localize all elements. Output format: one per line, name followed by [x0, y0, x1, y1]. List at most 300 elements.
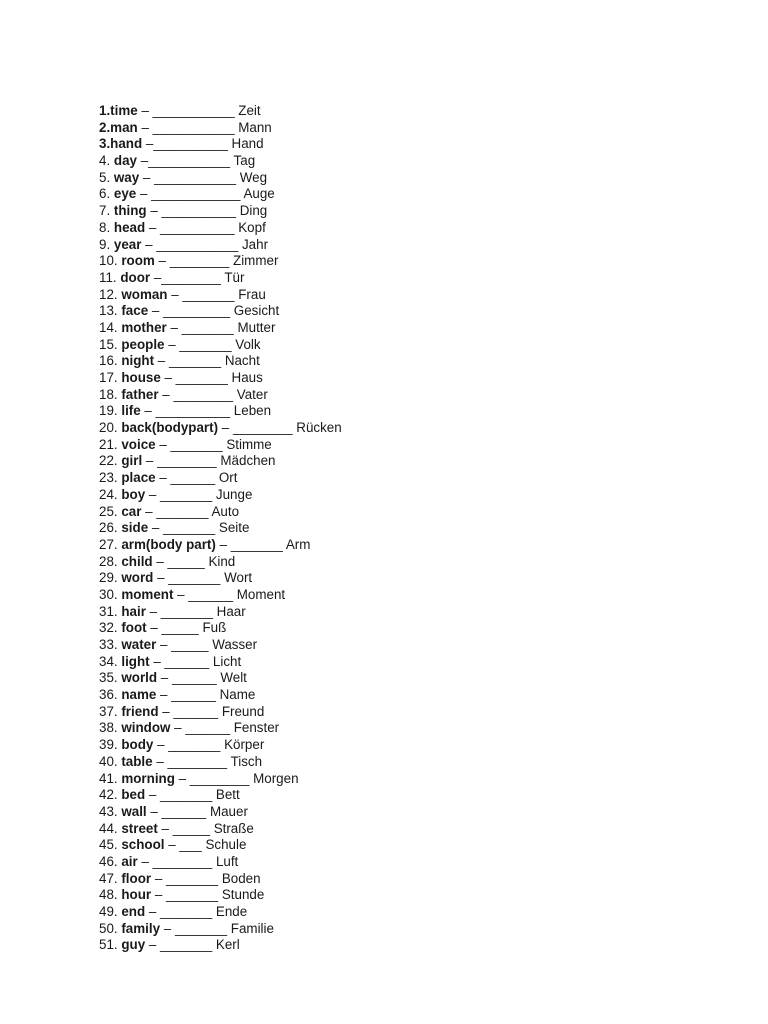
answer-blank: _______	[160, 486, 216, 502]
dash-separator: –	[164, 837, 180, 853]
list-item	[99, 337, 342, 354]
german-word: Freund	[221, 703, 265, 719]
dash-separator: –	[137, 103, 149, 118]
german-word: Kerl	[215, 937, 240, 953]
answer-blank: ________	[161, 269, 225, 285]
dash-separator: –	[158, 386, 174, 402]
english-word: foot	[121, 620, 147, 636]
answer-blank: ________	[189, 770, 254, 786]
list-item	[99, 604, 342, 621]
answer-blank: ________	[157, 453, 221, 469]
german-word: Licht	[212, 653, 242, 669]
list-item	[99, 654, 342, 671]
item-number: 1.	[99, 103, 111, 118]
answer-blank: _______	[165, 887, 222, 903]
dash-separator: –	[157, 820, 173, 836]
answer-blank: ___________	[156, 236, 242, 252]
item-number: 30.	[99, 586, 122, 602]
german-word: Mädchen	[220, 453, 276, 469]
dash-separator: –	[151, 870, 166, 886]
answer-blank: _______	[165, 870, 222, 886]
item-number: 49.	[99, 904, 122, 919]
german-word: Luft	[215, 853, 239, 869]
english-word: time	[110, 103, 138, 118]
list-item	[99, 804, 342, 821]
item-number: 13.	[99, 303, 122, 319]
item-number: 31.	[99, 603, 122, 619]
english-word: school	[121, 837, 165, 853]
list-item	[99, 320, 342, 337]
german-word: Stimme	[226, 436, 272, 452]
answer-blank: _____	[172, 820, 214, 836]
german-word: Volk	[235, 336, 261, 352]
list-item	[99, 670, 342, 687]
item-number: 36.	[99, 687, 122, 703]
item-number: 32.	[99, 620, 122, 636]
english-word: man	[110, 119, 138, 135]
item-number: 42.	[99, 787, 122, 803]
item-number: 17.	[99, 370, 122, 385]
list-item	[99, 637, 342, 654]
item-number: 7.	[99, 203, 114, 219]
list-item	[99, 186, 342, 203]
german-word: Frau	[238, 286, 266, 302]
answer-blank: ______	[171, 670, 221, 686]
list-item	[99, 237, 342, 254]
dash-separator: –	[137, 853, 153, 869]
item-number: 16.	[99, 353, 122, 369]
answer-blank: _________	[163, 303, 234, 319]
answer-blank: _______	[168, 737, 225, 753]
answer-blank: ________	[169, 253, 234, 269]
item-number: 47.	[99, 870, 122, 886]
list-item	[99, 136, 342, 153]
german-word: Mauer	[209, 803, 248, 819]
german-word: Zimmer	[233, 253, 279, 269]
answer-blank: ______	[171, 687, 220, 703]
item-number: 45.	[99, 837, 122, 853]
german-word: Bett	[215, 787, 240, 803]
dash-separator: –	[173, 586, 189, 602]
german-word: Auge	[243, 186, 275, 202]
german-word: Kind	[208, 553, 236, 569]
german-word: Morgen	[253, 770, 299, 786]
german-word: Weg	[239, 169, 268, 185]
list-item	[99, 921, 342, 938]
item-number: 2.	[99, 119, 111, 135]
answer-blank: _______	[160, 904, 216, 919]
list-item	[99, 854, 342, 871]
english-word: water	[121, 637, 157, 652]
english-word: house	[121, 370, 161, 385]
english-word: bed	[121, 787, 146, 803]
english-word: hair	[121, 603, 146, 619]
answer-blank: ______	[173, 703, 222, 719]
german-word: Welt	[220, 670, 247, 686]
german-word: Haus	[231, 370, 263, 385]
german-word: Kopf	[238, 219, 266, 235]
english-word: end	[121, 904, 146, 919]
english-word: window	[121, 720, 171, 736]
item-number: 9.	[99, 236, 114, 252]
answer-blank: __________	[153, 136, 232, 152]
item-number: 51.	[99, 937, 122, 953]
list-item	[99, 303, 342, 320]
list-item	[99, 153, 342, 170]
english-word: life	[121, 403, 141, 419]
english-word: place	[121, 470, 156, 486]
dash-separator: –	[145, 219, 161, 235]
answer-blank: _______	[160, 937, 216, 953]
german-word: Gesicht	[233, 303, 280, 319]
english-word: arm(body part)	[121, 536, 216, 552]
item-number: 4.	[99, 153, 114, 169]
item-number: 25.	[99, 503, 122, 519]
english-word: room	[121, 253, 155, 269]
dash-separator: –	[156, 687, 172, 703]
list-item	[99, 720, 342, 737]
dash-separator: –	[153, 737, 169, 753]
list-item	[99, 754, 342, 771]
dash-separator: –	[164, 336, 180, 352]
answer-blank: ____________	[151, 186, 244, 202]
german-word: Tisch	[230, 753, 263, 769]
dash-separator: –	[160, 370, 176, 385]
item-number: 50.	[99, 920, 122, 936]
answer-blank: ______	[170, 470, 219, 486]
dash-separator: –	[154, 253, 170, 269]
answer-blank: __________	[155, 403, 234, 419]
item-number: 38.	[99, 720, 122, 736]
dash-separator: –	[146, 803, 162, 819]
german-word: Fuß	[202, 620, 227, 636]
dash-separator: –	[170, 720, 186, 736]
list-item	[99, 837, 342, 854]
dash-separator: –	[137, 119, 153, 135]
item-number: 5.	[99, 169, 114, 185]
dash-separator: –	[174, 770, 190, 786]
item-number: 20.	[99, 420, 122, 436]
answer-blank: _____	[161, 620, 203, 636]
list-item	[99, 787, 342, 804]
vocabulary-list	[99, 103, 342, 954]
list-item	[99, 487, 342, 504]
english-word: light	[121, 653, 150, 669]
dash-separator: –	[141, 503, 157, 519]
answer-blank: _______	[174, 920, 231, 936]
answer-blank: ________	[152, 853, 216, 869]
dash-separator: –	[149, 653, 165, 669]
answer-blank: ___________	[154, 169, 240, 185]
german-word: Junge	[215, 486, 253, 502]
list-item	[99, 470, 342, 487]
list-item	[99, 287, 342, 304]
answer-blank: ___________	[148, 153, 234, 169]
english-word: mother	[121, 319, 167, 335]
answer-blank: _______	[181, 319, 238, 335]
item-number: 33.	[99, 637, 122, 652]
english-word: moment	[121, 586, 174, 602]
german-word: Seite	[218, 520, 250, 536]
english-word: friend	[121, 703, 159, 719]
list-item	[99, 904, 342, 921]
dash-separator: –	[166, 319, 182, 335]
answer-blank: _______	[168, 353, 225, 369]
dash-separator: –	[154, 353, 169, 369]
list-item	[99, 403, 342, 420]
item-number: 44.	[99, 820, 122, 836]
dash-separator: –	[146, 203, 162, 219]
answer-blank: _______	[182, 286, 239, 302]
german-word: Moment	[236, 586, 286, 602]
list-item	[99, 520, 342, 537]
german-word: Wort	[224, 570, 253, 586]
dash-separator: –	[153, 570, 169, 586]
german-word: Name	[219, 687, 256, 703]
answer-blank: _______	[168, 570, 225, 586]
english-word: year	[113, 236, 142, 252]
dash-separator: –	[142, 136, 154, 152]
list-item	[99, 353, 342, 370]
list-item	[99, 220, 342, 237]
item-number: 6.	[99, 186, 114, 202]
list-item	[99, 937, 342, 954]
answer-blank: _____	[171, 637, 213, 652]
german-word: Jahr	[241, 236, 269, 252]
dash-separator: –	[152, 753, 168, 769]
english-word: door	[120, 269, 151, 285]
dash-separator: –	[145, 937, 161, 953]
dash-separator: –	[150, 269, 162, 285]
dash-separator: –	[167, 286, 183, 302]
list-item	[99, 771, 342, 788]
list-item	[99, 453, 342, 470]
answer-blank: ______	[164, 653, 213, 669]
german-word: Arm	[285, 536, 311, 552]
answer-blank: ___________	[148, 103, 239, 118]
dash-separator: –	[215, 536, 231, 552]
item-number: 34.	[99, 653, 122, 669]
dash-separator: –	[145, 603, 161, 619]
answer-blank: _______	[230, 536, 286, 552]
dash-separator: –	[145, 486, 161, 502]
item-number: 27.	[99, 536, 122, 552]
english-word: side	[121, 520, 149, 536]
dash-separator: –	[155, 470, 171, 486]
answer-blank: _____	[167, 553, 209, 569]
answer-blank: ______	[188, 586, 237, 602]
english-word: guy	[121, 937, 146, 953]
english-word: car	[121, 503, 142, 519]
english-word: girl	[121, 453, 143, 469]
english-word: air	[121, 853, 138, 869]
list-item	[99, 587, 342, 604]
list-item	[99, 103, 342, 120]
english-word: way	[113, 169, 140, 185]
list-item	[99, 270, 342, 287]
list-item	[99, 504, 342, 521]
item-number: 28.	[99, 553, 122, 569]
german-word: Zeit	[238, 103, 261, 118]
german-word: Vater	[236, 386, 268, 402]
list-item	[99, 570, 342, 587]
item-number: 43.	[99, 803, 122, 819]
german-word: Straße	[213, 820, 254, 836]
dash-separator: –	[140, 403, 156, 419]
german-word: Ort	[218, 470, 238, 486]
answer-blank: ______	[161, 803, 210, 819]
answer-blank: ___________	[152, 119, 239, 135]
item-number: 10.	[99, 253, 122, 269]
item-number: 8.	[99, 219, 114, 235]
dash-separator: –	[155, 436, 171, 452]
list-item	[99, 253, 342, 270]
item-number: 14.	[99, 319, 122, 335]
german-word: Familie	[230, 920, 274, 936]
list-item	[99, 554, 342, 571]
dash-separator: –	[142, 453, 158, 469]
answer-blank: _______	[156, 503, 212, 519]
item-number: 41.	[99, 770, 122, 786]
list-item	[99, 871, 342, 888]
dash-separator: –	[141, 236, 157, 252]
list-item	[99, 203, 342, 220]
english-word: floor	[121, 870, 152, 886]
english-word: table	[121, 753, 153, 769]
item-number: 12.	[99, 286, 122, 302]
english-word: thing	[113, 203, 147, 219]
dash-separator: –	[146, 620, 162, 636]
dash-separator: –	[218, 420, 233, 436]
german-word: Ende	[215, 904, 248, 919]
english-word: back(bodypart)	[121, 420, 219, 436]
german-word: Stunde	[221, 887, 265, 903]
answer-blank: _______	[160, 603, 217, 619]
english-word: father	[121, 386, 159, 402]
item-number: 11.	[99, 269, 121, 285]
list-item	[99, 887, 342, 904]
english-word: wall	[121, 803, 147, 819]
dash-separator: –	[148, 520, 164, 536]
german-word: Schule	[205, 837, 247, 853]
english-word: voice	[121, 436, 156, 452]
german-word: Hand	[231, 136, 264, 152]
english-word: body	[121, 737, 154, 753]
dash-separator: –	[158, 703, 174, 719]
german-word: Mutter	[237, 319, 276, 335]
german-word: Ding	[239, 203, 268, 219]
list-item	[99, 737, 342, 754]
answer-blank: __________	[161, 203, 240, 219]
german-word: Rücken	[296, 420, 342, 436]
list-item	[99, 437, 342, 454]
english-word: head	[113, 219, 146, 235]
list-item	[99, 687, 342, 704]
german-word: Leben	[233, 403, 272, 419]
list-item	[99, 387, 342, 404]
dash-separator: –	[148, 303, 164, 319]
list-item	[99, 170, 342, 187]
english-word: world	[121, 670, 158, 686]
german-word: Fenster	[233, 720, 280, 736]
english-word: name	[121, 687, 157, 703]
item-number: 23.	[99, 470, 122, 486]
german-word: Nacht	[224, 353, 260, 369]
list-item	[99, 120, 342, 137]
answer-blank: ________	[167, 753, 231, 769]
list-item	[99, 704, 342, 721]
english-word: hour	[121, 887, 152, 903]
answer-blank: _______	[179, 336, 236, 352]
english-word: woman	[121, 286, 168, 302]
answer-blank: _______	[163, 520, 219, 536]
english-word: night	[121, 353, 155, 369]
answer-blank: __________	[160, 219, 239, 235]
item-number: 35.	[99, 670, 122, 686]
english-word: family	[121, 920, 161, 936]
list-item	[99, 620, 342, 637]
answer-blank: ___	[179, 837, 206, 853]
answer-blank: ______	[185, 720, 234, 736]
dash-separator: –	[139, 169, 155, 185]
german-word: Mann	[238, 119, 272, 135]
answer-blank: ________	[232, 420, 297, 436]
dash-separator: –	[156, 637, 172, 652]
answer-blank: _______	[160, 787, 216, 803]
item-number: 24.	[99, 486, 122, 502]
item-number: 46.	[99, 853, 122, 869]
answer-blank: ________	[173, 386, 237, 402]
item-number: 26.	[99, 520, 122, 536]
item-number: 15.	[99, 336, 122, 352]
english-word: morning	[121, 770, 175, 786]
item-number: 22.	[99, 453, 122, 469]
german-word: Tür	[224, 269, 245, 285]
item-number: 3.	[99, 136, 111, 152]
english-word: street	[121, 820, 158, 836]
german-word: Haar	[216, 603, 246, 619]
dash-separator: –	[136, 186, 152, 202]
english-word: day	[113, 153, 137, 169]
list-item	[99, 537, 342, 554]
english-word: child	[121, 553, 153, 569]
list-item	[99, 821, 342, 838]
german-word: Tag	[233, 153, 256, 169]
list-item	[99, 370, 342, 387]
dash-separator: –	[157, 670, 172, 686]
english-word: eye	[113, 186, 137, 202]
item-number: 39.	[99, 737, 122, 753]
dash-separator: –	[145, 787, 161, 803]
dash-separator: –	[160, 920, 175, 936]
answer-blank: _______	[170, 436, 227, 452]
dash-separator: –	[151, 887, 166, 903]
dash-separator: –	[136, 153, 149, 169]
item-number: 18.	[99, 386, 122, 402]
dash-separator: –	[145, 904, 161, 919]
english-word: hand	[110, 136, 143, 152]
item-number: 40.	[99, 753, 122, 769]
item-number: 21.	[99, 436, 122, 452]
german-word: Boden	[221, 870, 261, 886]
item-number: 29.	[99, 570, 122, 586]
item-number: 48.	[99, 887, 122, 903]
german-word: Körper	[224, 737, 265, 753]
answer-blank: _______	[175, 370, 232, 385]
list-item	[99, 420, 342, 437]
dash-separator: –	[152, 553, 168, 569]
english-word: word	[121, 570, 154, 586]
